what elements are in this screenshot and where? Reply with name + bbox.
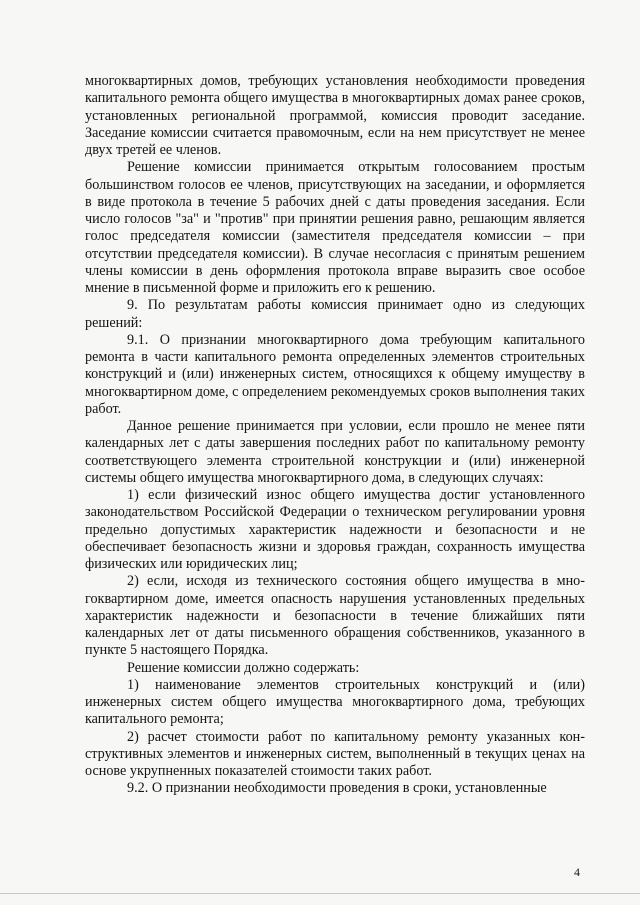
scan-edge-divider bbox=[0, 893, 640, 894]
paragraph-continuation: многоквартирных домов, требующих установления необходимости проведения капитального ремонта общего имущества в многоквартирных домах ранее сроков, установленных региональной программой, комиссия проводит заседание. Заседание комиссии считается правомочным, если на нем присутствует не менее двух третей ее членов. bbox=[85, 73, 585, 158]
paragraph-item-9-2: 9.2. О признании необходимости проведения в сроки, установленные bbox=[127, 780, 547, 797]
paragraph-item-9-1: 9.1. О признании многоквартирного дома требующим капитального ремонта в части капитального ремонта определенных элементов строительных конструкций и (или) инженерных систем, относящихся к общему имуществу в многоквартирном доме, с определением рекомендуемых сроков выполнения таких работ. bbox=[85, 331, 585, 417]
paragraph-case-1: 1) если физический износ общего имущества достиг установленного законодательством Российской Федерации о техническом регулировании уровня предельно допустимых характеристик надежности и безопасности и не обеспечивает безопасность жизни и здоровья граждан, сохранность имущества физических или юридических лиц; bbox=[85, 487, 585, 572]
paragraph-contents-2: 2) расчет стоимости работ по капитальному ремонту указанных конструктивных элементов и инженерных систем, выполненный в текущих ценах на основе укрупненных показателей стоимости таких работ. bbox=[85, 728, 585, 779]
paragraph-commission-decision: Решение комиссии принимается открытым голосованием простым большинством голосов ее членов, присутствующих на заседании, и оформляется в виде протокола в течение 5 рабочих дней с даты проведения заседания. Если число голосов "за" и "против" при принятии решения равно, решающим является голос председателя комиссии (заместителя председателя комиссии – при отсутствии председателя комиссии). В случае несогласия с принятым решением члены комиссии в день оформления протокола вправе выразить свое особое мнение в письменной форме и приложить его к решению. bbox=[85, 159, 585, 296]
paragraph-item-9: 9. По результатам работы комиссия принимает одно из следующих решений: bbox=[85, 297, 585, 331]
page-number: 4 bbox=[574, 865, 580, 879]
paragraph-case-2: 2) если, исходя из технического состояния общего имущества в многоквартирном доме, имеется опасность нарушения установленных предельных характеристик надежности и безопасности в течение ближайших пяти календарных лет от даты письменного обращения собственников, указанного в пункте 5 настоящего Порядка. bbox=[85, 573, 585, 659]
paragraph-decision-contents: Решение комиссии должно содержать: bbox=[127, 659, 360, 676]
paragraph-contents-1: 1) наименование элементов строительных конструкций и (или) инженерных систем общего имущества многоквартирного дома, требующих капитального ремонта; bbox=[85, 676, 585, 728]
document-body bbox=[85, 73, 585, 798]
paragraph-decision-condition: Данное решение принимается при условии, если прошло не менее пяти календарных лет с даты завершения последних работ по капитальному ремонту соответствующего элемента строительной конструкции и (или) инженерной системы общего имущества многоквартирного дома, в следующих случаях: bbox=[85, 418, 585, 486]
